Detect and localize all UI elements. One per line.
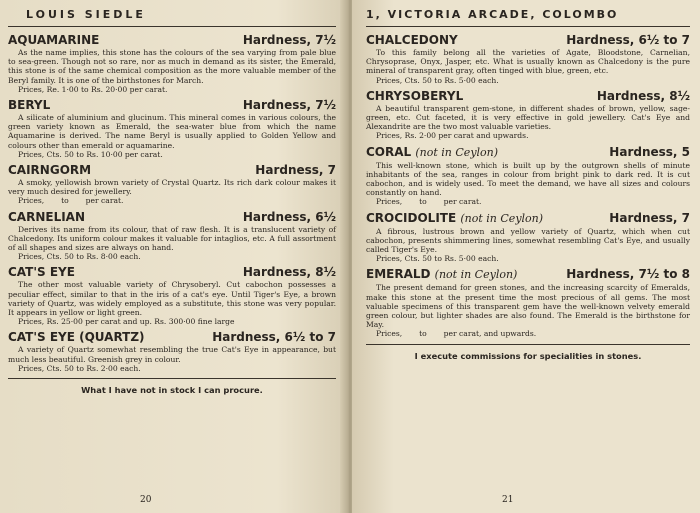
entry-price: Prices, to per carat, and upwards. bbox=[376, 329, 537, 339]
footer-note-right: I execute commissions for specialities in stones. bbox=[414, 350, 642, 361]
entry-hardness: Hardness, 6½ to 7 bbox=[212, 330, 336, 345]
entry-hardness: Hardness, 7 bbox=[609, 210, 690, 225]
entry-aquamarine bbox=[8, 33, 336, 94]
right-page bbox=[352, 0, 700, 513]
page-number-right: 21 bbox=[502, 495, 514, 505]
footer-rule bbox=[366, 344, 690, 345]
entry-hardness: Hardness, 7½ bbox=[242, 98, 336, 113]
entry-description: The other most valuable variety of Chrysoberyl. Cut cabochon possesses a peculiar effect, similar to that in the iris of a cat's eye. Until Tiger's Eye, a brown variety of Quartz, was widely employed as a substitute, this stone was very popular. It appears in yellow or light green. bbox=[8, 280, 336, 318]
entry-name: CARNELIAN bbox=[8, 209, 86, 224]
entry-name: CAT'S EYE (QUARTZ) bbox=[8, 330, 145, 345]
entry-carnelian bbox=[8, 210, 336, 262]
entry-name: CAIRNGORM bbox=[8, 163, 92, 178]
entry-name: CORAL bbox=[366, 144, 412, 159]
entry-price: Prices, Cts. 50 to Rs. 5·00 each. bbox=[376, 75, 499, 85]
entry-hardness: Hardness, 7½ bbox=[242, 33, 336, 47]
entry-price: Prices, Cts. 50 to Rs. 2·00 each. bbox=[18, 363, 141, 373]
entry-cats-eye bbox=[8, 265, 336, 326]
entry-hardness: Hardness, 8½ bbox=[596, 88, 690, 103]
entry-name: BERYL bbox=[8, 98, 51, 113]
entry-note: (not in Ceylon) bbox=[434, 268, 518, 282]
entry-hardness: Hardness, 7½ to 8 bbox=[566, 267, 690, 282]
entry-name: CHALCEDONY bbox=[366, 33, 458, 47]
entry-name: CROCIDOLITE bbox=[366, 210, 457, 225]
entry-description: Derives its name from its colour, that of raw flesh. It is a translucent variety of Chalcedony. Its uniform colour makes it valuable for intaglios, etc. A full assortment of all shapes and sizes are always on hand. bbox=[8, 224, 336, 253]
page-number-left: 20 bbox=[140, 495, 152, 505]
entry-description: A beautiful transparent gem-stone, in different shades of brown, yellow, sage-green, etc. Cut faceted, it is very effective in gold jewellery. Cat's Eye and Alexandrite are the two most valuable varieties. bbox=[366, 103, 690, 132]
entry-description: A smoky, yellowish brown variety of Crystal Quartz. Its rich dark colour makes it very much desired for jewellery. bbox=[8, 178, 336, 197]
entry-beryl bbox=[8, 98, 336, 159]
running-head-left: LOUIS SIEDLE bbox=[26, 8, 146, 21]
entry-description: A variety of Quartz somewhat resembling the true Cat's Eye in appearance, but much less beautiful. Greenish grey in colour. bbox=[8, 345, 336, 364]
entry-description: To this family belong all the varieties of Agate, Bloodstone, Carnelian, Chrysoprase, Onyx, Jasper, etc. What is usually known as Chalcedony is the pure mineral of transparent gray, often tinged with blue, green, etc. bbox=[366, 48, 690, 76]
entry-cats-eye-quartz bbox=[8, 330, 336, 373]
entry-price: Prices, Cts. 50 to Rs. 8·00 each. bbox=[18, 252, 141, 262]
entry-price: Prices, Re. 1·00 to Rs. 20·00 per carat. bbox=[18, 84, 168, 94]
entry-chalcedony bbox=[366, 33, 690, 85]
entry-name: EMERALD bbox=[366, 267, 431, 282]
entry-hardness: Hardness, 5 bbox=[609, 144, 690, 159]
entry-name: AQUAMARINE bbox=[8, 33, 100, 47]
entry-name: CAT'S EYE bbox=[8, 265, 75, 280]
entry-coral bbox=[366, 145, 690, 207]
entry-hardness: Hardness, 6½ bbox=[242, 209, 336, 224]
entry-price: Prices, to per carat. bbox=[376, 197, 482, 207]
entry-name: CHRYSOBERYL bbox=[366, 88, 464, 103]
entry-description: This well-known stone, which is built up by the outgrown shells of minute inhabitants of the sea, ranges in colour from bright pink to dark red. It is cut cabochon, and is widely used. To meet the demand, we have all sizes and colours constantly on hand. bbox=[366, 160, 690, 198]
running-head-right: 1, VICTORIA ARCADE, COLOMBO bbox=[366, 8, 619, 21]
entry-price: Prices, to per carat. bbox=[18, 196, 124, 206]
entry-hardness: Hardness, 8½ bbox=[242, 265, 336, 280]
entry-price: Prices, Rs. 2·00 per carat and upwards. bbox=[376, 131, 529, 141]
footer-rule bbox=[8, 378, 336, 379]
entry-chrysoberyl bbox=[366, 89, 690, 141]
entry-price: Prices, Rs. 25·00 per carat and up. Rs. 300·00 fine large bbox=[18, 317, 235, 327]
left-page bbox=[0, 0, 346, 513]
entry-cairngorm bbox=[8, 163, 336, 206]
entry-price: Prices, Cts. 50 to Rs. 10·00 per carat. bbox=[18, 149, 163, 159]
header-rule bbox=[366, 26, 690, 27]
footer-note-left: What I have not in stock I can procure. bbox=[81, 385, 263, 396]
entry-description: A silicate of aluminium and glucinum. This mineral comes in various colours, the green variety known as Emerald, the sea-water blue from which the name Aquamarine is derived. The name Beryl is usually applied to Golden Yellow and colours other than emerald or aquamarine. bbox=[8, 113, 336, 150]
entry-description: The present demand for green stones, and the increasing scarcity of Emeralds, make this stone at the present time the most precious of all gems. The most valuable specimens of this transparent gem have the well-known velvety emerald green colour, but lighter shades are also found. The Emerald is the birthstone for May. bbox=[366, 283, 690, 330]
entry-hardness: Hardness, 7 bbox=[255, 163, 336, 178]
entry-description: As the name implies, this stone has the colours of the sea varying from pale blue to sea-green. Though not so rare, nor as much in demand as its sister, the Emerald, this stone is of the same chemical composition as the more valuable member of the Beryl family. It is one of the birthstones for March. bbox=[8, 48, 336, 85]
entry-emerald bbox=[366, 267, 690, 338]
entry-note: (not in Ceylon) bbox=[415, 145, 499, 159]
entry-crocidolite bbox=[366, 211, 690, 264]
entry-price: Prices, Cts. 50 to Rs. 5·00 each. bbox=[376, 254, 499, 264]
entry-description: A fibrous, lustrous brown and yellow variety of Quartz, which when cut cabochon, presents shimmering lines, somewhat resembling Cat's Eye, and usually called Tiger's Eye. bbox=[366, 226, 690, 255]
header-rule bbox=[8, 26, 336, 27]
entry-note: (not in Ceylon) bbox=[460, 211, 544, 225]
entry-hardness: Hardness, 6½ to 7 bbox=[566, 33, 690, 47]
